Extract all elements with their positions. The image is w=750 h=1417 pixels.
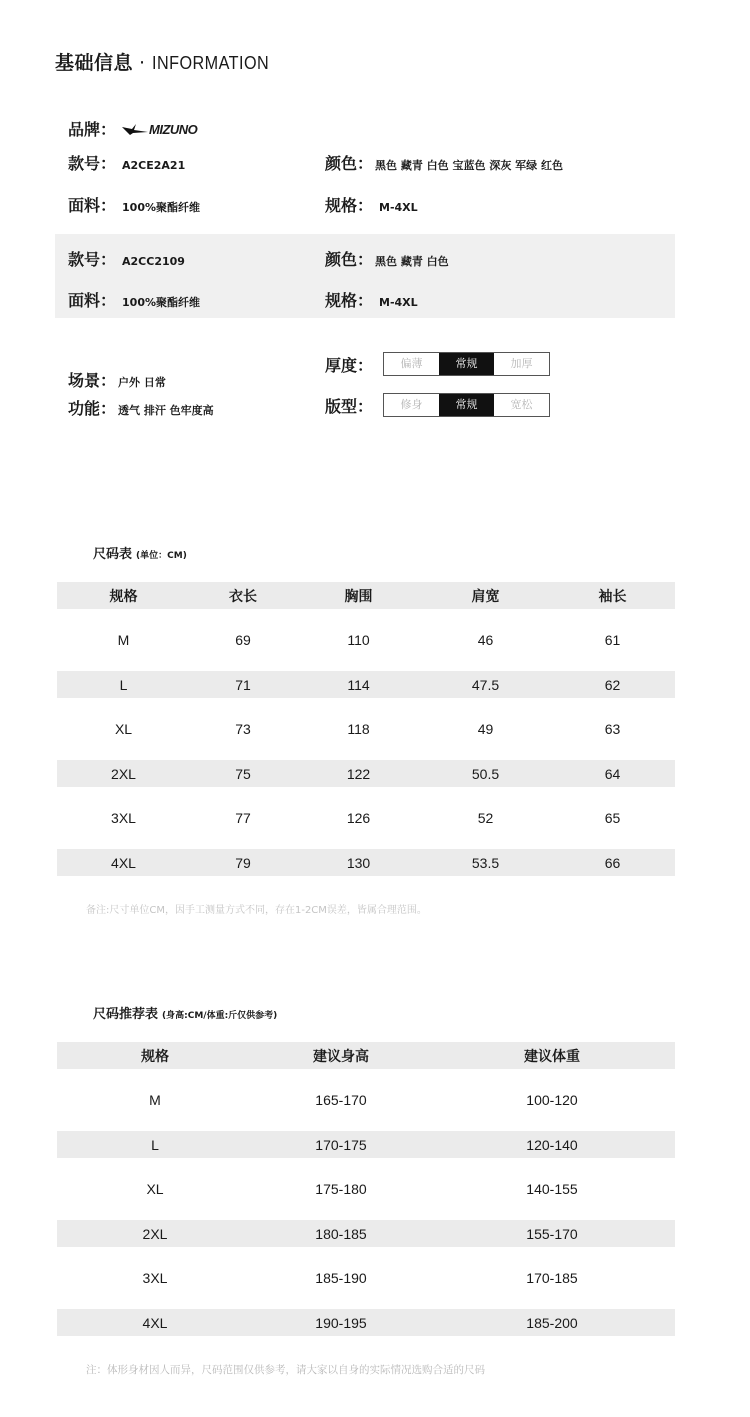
size-chart-unit: (单位：CM) bbox=[136, 551, 187, 561]
fit-option: 修身 bbox=[384, 394, 439, 416]
product-2-style bbox=[68, 247, 185, 270]
product-2-size bbox=[325, 288, 418, 311]
fit-label: 版型： bbox=[325, 396, 374, 416]
table-cell: 185-190 bbox=[315, 1270, 367, 1286]
table-cell: 114 bbox=[347, 676, 370, 693]
table-cell: 180-185 bbox=[315, 1225, 367, 1242]
fit-option-selected: 常规 bbox=[439, 394, 494, 416]
table-cell: 4XL bbox=[142, 1314, 168, 1331]
color-value: 黑色 藏青 白色 宝蓝色 深灰 军绿 红色 bbox=[375, 159, 563, 172]
table-cell: 2XL bbox=[142, 1225, 168, 1242]
size-table bbox=[57, 582, 675, 876]
table-header-cell: 建议体重 bbox=[524, 1048, 580, 1065]
color-label: 颜色： bbox=[325, 250, 374, 269]
table-cell: M bbox=[149, 1092, 161, 1108]
fabric-value: 100%聚酯纤维 bbox=[122, 296, 200, 309]
style-label: 款号： bbox=[68, 250, 117, 269]
table-cell: XL bbox=[146, 1181, 164, 1197]
table-cell: 3XL bbox=[111, 810, 136, 826]
table-cell: 46 bbox=[477, 632, 494, 648]
table-cell: 170-175 bbox=[315, 1136, 367, 1153]
product-2-color bbox=[325, 247, 449, 270]
brand-label: 品牌： bbox=[68, 120, 117, 139]
table-cell: L bbox=[119, 676, 128, 693]
table-header-cell: 胸围 bbox=[344, 588, 373, 605]
fit-row bbox=[325, 393, 550, 417]
table-row bbox=[57, 1309, 675, 1336]
brand-logo bbox=[122, 122, 197, 137]
table-cell: 126 bbox=[346, 810, 371, 826]
table-cell: 175-180 bbox=[315, 1181, 367, 1197]
table-row bbox=[57, 671, 675, 698]
table-cell: 61 bbox=[604, 632, 621, 648]
recommend-table bbox=[57, 1042, 675, 1336]
table-cell: 165-170 bbox=[315, 1092, 367, 1108]
table-cell: 110 bbox=[347, 632, 370, 648]
size-chart-title-text: 尺码表 bbox=[93, 547, 133, 562]
table-cell: 75 bbox=[235, 765, 251, 782]
table-cell: 130 bbox=[346, 854, 371, 871]
product-1-size bbox=[325, 193, 418, 216]
table-row bbox=[57, 609, 675, 671]
size-label: 规格： bbox=[325, 196, 374, 215]
table-header-cell: 肩宽 bbox=[471, 588, 500, 605]
table-cell: 77 bbox=[235, 810, 251, 826]
brand-row bbox=[68, 117, 197, 140]
thickness-option: 加厚 bbox=[494, 353, 549, 375]
product-1-color bbox=[325, 151, 563, 174]
color-label: 颜色： bbox=[325, 154, 374, 173]
style-value: A2CC2109 bbox=[122, 255, 185, 268]
table-cell: 100-120 bbox=[526, 1092, 578, 1108]
product-1-fabric bbox=[68, 193, 200, 216]
table-cell: 47.5 bbox=[471, 676, 500, 693]
table-cell: L bbox=[151, 1136, 159, 1153]
function-label: 功能： bbox=[68, 399, 117, 418]
product-1-style bbox=[68, 151, 185, 174]
table-cell: 52 bbox=[477, 810, 494, 826]
color-value: 黑色 藏青 白色 bbox=[375, 255, 449, 268]
table-row bbox=[57, 1069, 675, 1131]
table-cell: 63 bbox=[604, 721, 621, 737]
table-row bbox=[57, 787, 675, 849]
function-value: 透气 排汗 色牢度高 bbox=[118, 404, 214, 417]
table-cell: 71 bbox=[235, 676, 251, 693]
table-row bbox=[57, 1247, 675, 1309]
thickness-label: 厚度： bbox=[325, 355, 374, 375]
table-row bbox=[57, 849, 675, 876]
table-row bbox=[57, 760, 675, 787]
table-row bbox=[57, 698, 675, 760]
table-cell: 65 bbox=[604, 810, 621, 826]
table-cell: 64 bbox=[604, 765, 621, 782]
recommend-chart-title-text: 尺码推荐表 bbox=[93, 1007, 159, 1022]
thickness-option-selected: 常规 bbox=[439, 353, 494, 375]
table-header-cell: 建议身高 bbox=[313, 1048, 369, 1065]
table-header-row bbox=[57, 582, 675, 609]
table-header-cell: 规格 bbox=[141, 1048, 169, 1065]
recommend-chart-unit: (身高:CM/体重:斤仅供参考) bbox=[162, 1011, 278, 1021]
table-cell: 3XL bbox=[142, 1270, 168, 1286]
thickness-scale bbox=[383, 352, 550, 376]
scene-value: 户外 日常 bbox=[118, 376, 166, 389]
scene-label: 场景： bbox=[68, 371, 117, 390]
table-cell: XL bbox=[114, 721, 133, 737]
table-cell: 120-140 bbox=[526, 1136, 578, 1153]
style-value: A2CE2A21 bbox=[122, 159, 186, 172]
thickness-row bbox=[325, 352, 550, 376]
title-en: INFORMATION bbox=[151, 53, 269, 73]
size-chart-note: 备注:尺寸单位CM，因手工测量方式不同，存在1-2CM误差，皆属合理范围。 bbox=[86, 905, 427, 916]
fabric-label: 面料： bbox=[68, 196, 117, 215]
table-row bbox=[57, 1220, 675, 1247]
brand-logo-text: MIZUNO bbox=[149, 121, 198, 137]
table-cell: 190-195 bbox=[315, 1314, 367, 1331]
recommend-chart-title bbox=[93, 1003, 277, 1022]
scene-row bbox=[68, 368, 166, 391]
thickness-option: 偏薄 bbox=[384, 353, 439, 375]
function-row bbox=[68, 396, 214, 419]
product-2-fabric bbox=[68, 288, 200, 311]
fabric-label: 面料： bbox=[68, 291, 117, 310]
table-row bbox=[57, 1131, 675, 1158]
table-cell: 73 bbox=[235, 721, 251, 737]
table-cell: 2XL bbox=[111, 765, 136, 782]
title-separator: · bbox=[139, 52, 146, 74]
size-label: 规格： bbox=[325, 291, 374, 310]
table-header-row bbox=[57, 1042, 675, 1069]
table-cell: 66 bbox=[604, 854, 621, 871]
table-row bbox=[57, 1158, 675, 1220]
table-cell: 118 bbox=[347, 721, 370, 737]
table-cell: 155-170 bbox=[526, 1225, 578, 1242]
page-title bbox=[55, 48, 282, 75]
table-cell: 140-155 bbox=[526, 1181, 578, 1197]
table-cell: 49 bbox=[477, 721, 494, 737]
table-cell: 69 bbox=[235, 632, 251, 648]
table-cell: 79 bbox=[235, 854, 251, 871]
table-header-cell: 衣长 bbox=[229, 588, 257, 605]
table-cell: 185-200 bbox=[526, 1314, 578, 1331]
title-cn: 基础信息 bbox=[55, 52, 134, 74]
table-header-cell: 规格 bbox=[109, 588, 138, 605]
mizuno-runbird-icon bbox=[122, 123, 148, 135]
table-cell: 62 bbox=[604, 676, 621, 693]
fit-scale bbox=[383, 393, 550, 417]
table-cell: 53.5 bbox=[471, 854, 500, 871]
fit-option: 宽松 bbox=[494, 394, 549, 416]
recommend-chart-note: 注：体形身材因人而异，尺码范围仅供参考，请大家以自身的实际情况选购合适的尺码 bbox=[86, 1364, 485, 1376]
table-cell: 122 bbox=[346, 765, 371, 782]
table-cell: 4XL bbox=[111, 854, 136, 871]
style-label: 款号： bbox=[68, 154, 117, 173]
size-chart-title bbox=[93, 543, 187, 562]
table-cell: M bbox=[117, 632, 130, 648]
size-value: M-4XL bbox=[379, 201, 418, 214]
table-header-cell: 袖长 bbox=[598, 588, 627, 605]
table-cell: 50.5 bbox=[471, 765, 500, 782]
size-value: M-4XL bbox=[379, 296, 418, 309]
fabric-value: 100%聚酯纤维 bbox=[122, 201, 200, 214]
table-cell: 170-185 bbox=[526, 1270, 578, 1286]
